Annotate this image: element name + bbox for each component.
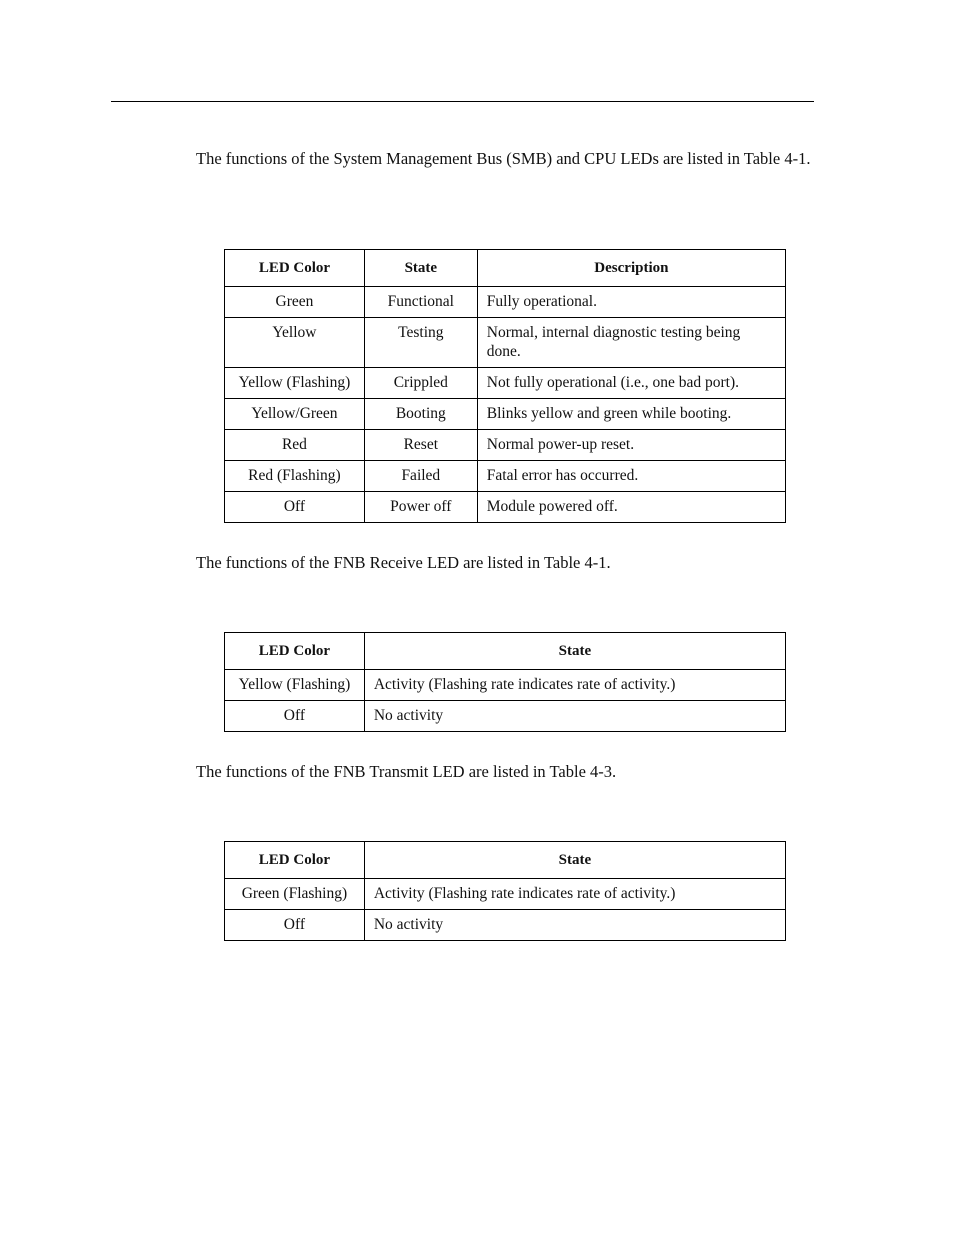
- table-row: [225, 287, 786, 318]
- table-row: [225, 318, 786, 368]
- table-row: [225, 701, 786, 732]
- state-cell: Testing: [364, 318, 477, 368]
- description-cell: Module powered off.: [477, 492, 785, 523]
- column-header-led-color: LED Color: [225, 250, 365, 287]
- table-row: [225, 910, 786, 941]
- header-rule: [111, 101, 814, 102]
- state-cell: Booting: [364, 399, 477, 430]
- fnb-transmit-led-table: [224, 841, 786, 941]
- led-color-cell: Yellow (Flashing): [225, 368, 365, 399]
- table-row: [225, 368, 786, 399]
- led-color-cell: Yellow: [225, 318, 365, 368]
- table-header-row: [225, 250, 786, 287]
- table-header-row: [225, 842, 786, 879]
- state-cell: Reset: [364, 430, 477, 461]
- fnb-receive-led-table: [224, 632, 786, 732]
- intro-transmit-paragraph: The functions of the FNB Transmit LED are listed in Table 4-3.: [196, 762, 617, 781]
- table-header-row: [225, 633, 786, 670]
- table-row: [225, 879, 786, 910]
- description-cell: Fully operational.: [477, 287, 785, 318]
- state-cell: Activity (Flashing rate indicates rate of activity.): [364, 879, 785, 910]
- description-cell: Blinks yellow and green while booting.: [477, 399, 785, 430]
- column-header-description: Description: [477, 250, 785, 287]
- state-cell: No activity: [364, 910, 785, 941]
- column-header-led-color: LED Color: [225, 842, 365, 879]
- table-row: [225, 399, 786, 430]
- table-row: [225, 492, 786, 523]
- state-cell: Activity (Flashing rate indicates rate of activity.): [364, 670, 785, 701]
- led-color-cell: Off: [225, 492, 365, 523]
- led-color-cell: Red (Flashing): [225, 461, 365, 492]
- table-row: [225, 670, 786, 701]
- led-color-cell: Yellow (Flashing): [225, 670, 365, 701]
- led-color-cell: Red: [225, 430, 365, 461]
- description-cell: Fatal error has occurred.: [477, 461, 785, 492]
- column-header-state: State: [364, 842, 785, 879]
- column-header-state: State: [364, 633, 785, 670]
- table-row: [225, 461, 786, 492]
- led-color-cell: Off: [225, 701, 365, 732]
- column-header-led-color: LED Color: [225, 633, 365, 670]
- state-cell: Power off: [364, 492, 477, 523]
- state-cell: Crippled: [364, 368, 477, 399]
- state-cell: Failed: [364, 461, 477, 492]
- table-row: [225, 430, 786, 461]
- description-cell: Normal power-up reset.: [477, 430, 785, 461]
- intro-receive-paragraph: The functions of the FNB Receive LED are listed in Table 4-1.: [196, 553, 611, 572]
- led-color-cell: Off: [225, 910, 365, 941]
- led-color-cell: Green (Flashing): [225, 879, 365, 910]
- led-color-cell: Yellow/Green: [225, 399, 365, 430]
- smb-cpu-led-table: [224, 249, 786, 523]
- column-header-state: State: [364, 250, 477, 287]
- description-cell: Normal, internal diagnostic testing being done.: [477, 318, 785, 368]
- description-cell: Not fully operational (i.e., one bad port).: [477, 368, 785, 399]
- led-color-cell: Green: [225, 287, 365, 318]
- intro-smb-paragraph: The functions of the System Management Bus (SMB) and CPU LEDs are listed in Table 4-1.: [196, 149, 811, 168]
- state-cell: No activity: [364, 701, 785, 732]
- state-cell: Functional: [364, 287, 477, 318]
